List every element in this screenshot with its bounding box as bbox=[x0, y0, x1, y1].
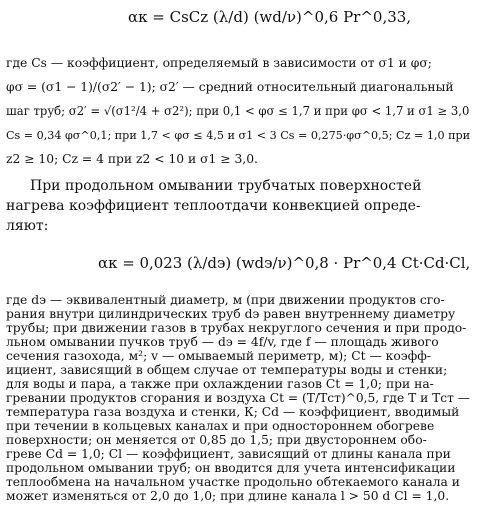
para1-line-4: Cs = 0,34 φσ^0,1; при 1,7 < φσ ≤ 4,5 и σ1 < 3 Cs = 0,275·φσ^0,5; Cz = 1,0 при bbox=[6, 129, 471, 142]
para3-line-1: где dэ — эквивалентный диаметр, м (при движении продуктов сго- bbox=[6, 293, 445, 307]
para3-line-6: ициент, зависящий в общем случае от температуры воды и стенки; bbox=[6, 363, 448, 377]
para3-line-14: теплообмена на начальном участке продольно обтекаемого канала и bbox=[6, 475, 460, 489]
para3-line-5: сечения газохода, м²; v — омываемый периметр, м); Ct — коэфф- bbox=[6, 349, 432, 363]
para3-line-2: рания внутри цилиндрических труб dэ равен внутреннему диаметру bbox=[6, 307, 456, 321]
para1-line-1: где Cs — коэффициент, определяемый в зависимости от σ1 и φσ; bbox=[6, 56, 432, 70]
para3-line-13: продольном омывании труб; он вводится для учета интенсификации bbox=[6, 461, 456, 475]
para1-line-3: шаг труб; σ2′ = √(σ1²/4 + σ2²); при 0,1 < φσ ≤ 1,7 и при φσ < 1,7 и σ1 ≥ 3,0 bbox=[6, 104, 470, 118]
para3-line-4: льном омывании пучков труб — dэ = 4f/v, где f — площадь живого bbox=[6, 335, 439, 349]
para3-line-11: поверхности; он меняется от 0,85 до 1,5; при двустороннем обо- bbox=[6, 433, 427, 447]
para3-line-3: трубы; при движении газов в трубах некруглого сечения и при продо- bbox=[6, 321, 467, 335]
para3-line-9: температура газа воздуха и стенки, К; Cd — коэффициент, вводимый bbox=[6, 405, 460, 419]
para2-line-3: ляют: bbox=[6, 218, 49, 234]
para1-line-2: φσ = (σ1 − 1)/(σ2′ − 1); σ2′ — средний относительный диагональный bbox=[6, 80, 454, 94]
para3-line-12: греве Cd = 1,0; Cl — коэффициент, зависящий от длины канала при bbox=[6, 447, 451, 461]
para1-line-5: z2 ≥ 10; Cz = 4 при z2 < 10 и σ1 ≥ 3,0. bbox=[6, 152, 258, 166]
para2-line-2: нагрева коэффициент теплоотдачи конвекцией опреде- bbox=[6, 198, 421, 214]
formula-convective-cross-flow: αк = CsCz (λ/d) (wd/ν)^0,6 Pr^0,33, bbox=[128, 8, 412, 26]
para3-line-7: для воды и пара, а также при охлаждении газов Ct = 1,0; при на- bbox=[6, 377, 434, 391]
para3-line-15: может изменяться от 2,0 до 1,0; при длине канала l > 50 d Cl = 1,0. bbox=[6, 489, 450, 503]
formula-convective-long-flow: αк = 0,023 (λ/dэ) (wdэ/ν)^0,8 · Pr^0,4 Ct·Cd·Cl, bbox=[98, 254, 471, 272]
para3-line-10: при течении в кольцевых каналах и при одностороннем обогреве bbox=[6, 419, 435, 433]
para2-line-1: При продольном омывании трубчатых поверхностей bbox=[30, 178, 422, 194]
para3-line-8: гревании продуктов сгорания и воздуха Ct = (T/Tст)^0,5, где T и Tст — bbox=[6, 391, 470, 405]
